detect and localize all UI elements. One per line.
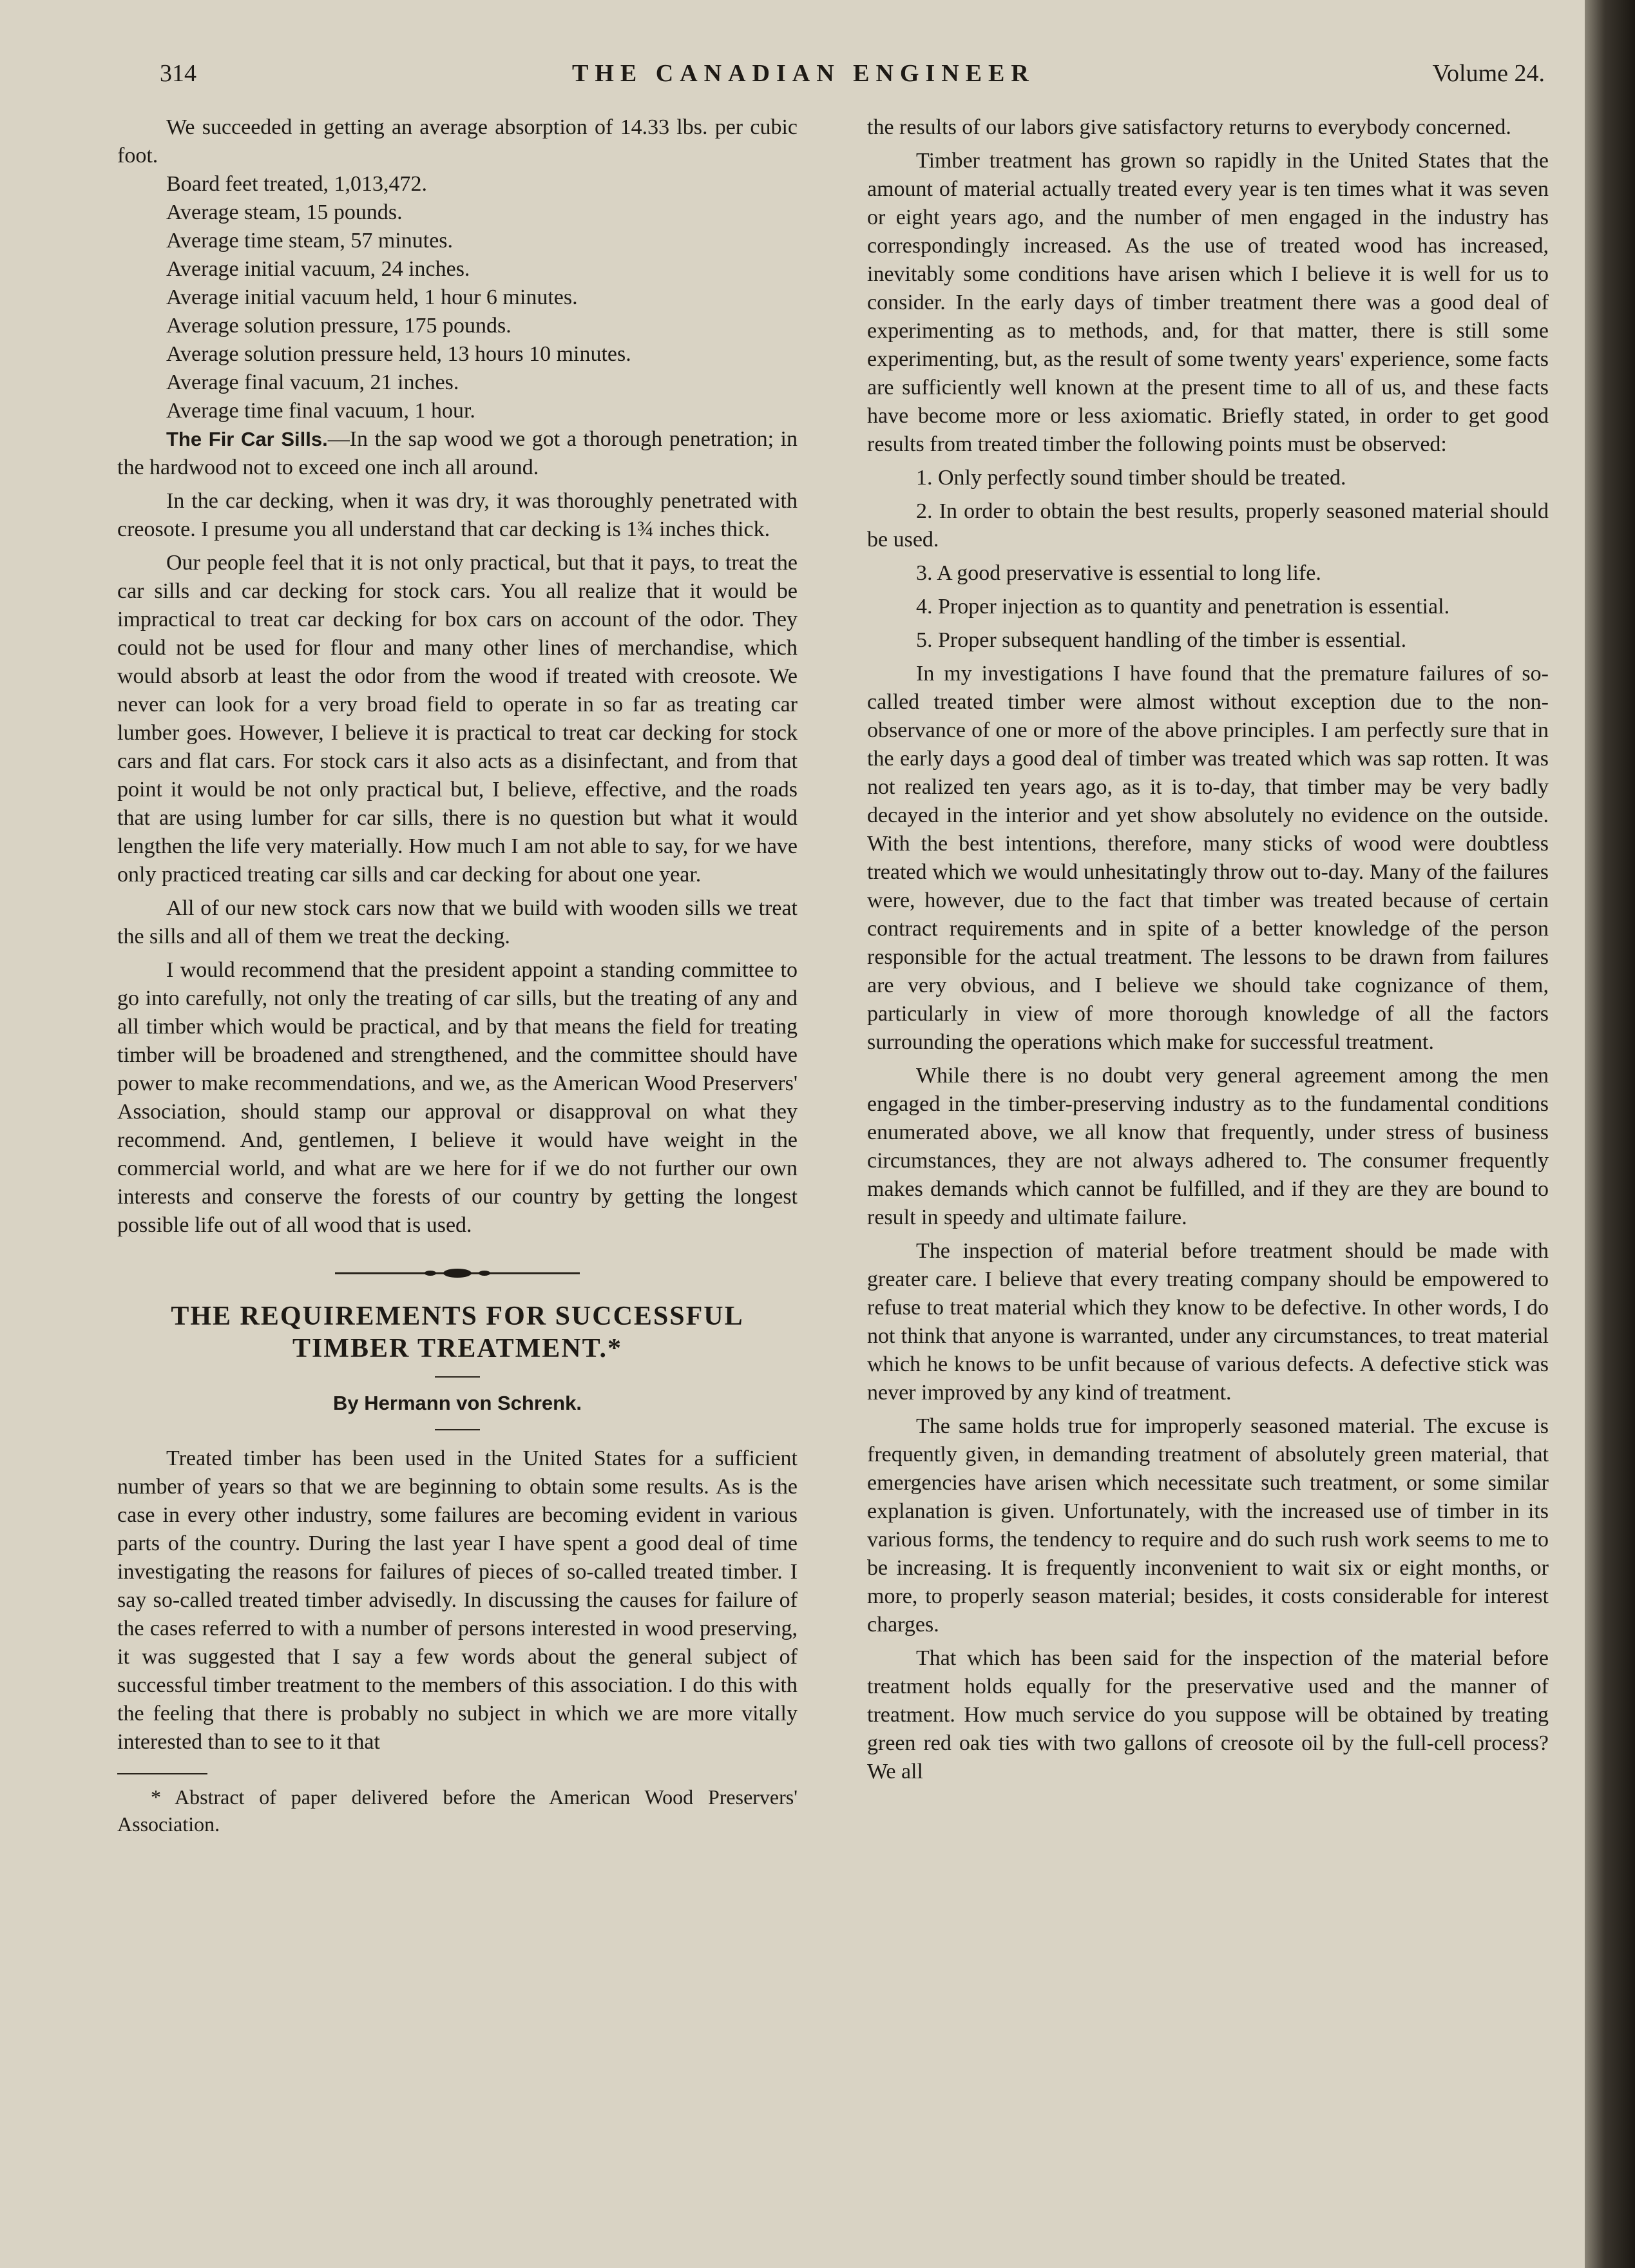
paragraph-fir-car-sills <box>117 425 798 482</box>
run-in-heading: The Fir Car Sills. <box>166 428 328 450</box>
stat-item: Average initial vacuum held, 1 hour 6 minutes. <box>166 285 578 309</box>
paragraph-car-decking: In the car decking, when it was dry, it was thoroughly penetrated with creosote. I presume you all understand that car decking is 1¾ inches thick. <box>117 489 798 541</box>
right-column <box>867 113 1549 1791</box>
volume-label: Volume 24. <box>1432 60 1545 87</box>
requirements-list <box>867 464 1549 655</box>
fir-text: —In the sap wood we got a thorough penetration; in the hardwood not to exceed one inch all around. <box>117 427 798 479</box>
paragraph-inspection: The inspection of material before treatment should be made with greater care. I believe that every treating company should be empowered to refuse to treat material which they know to be defective. In other words, I do not think that anyone is warranted, under any circumstances, to treat material which he knows to be unfit because of various defects. A defective stick was never improved by any kind of treatment. <box>867 1239 1549 1405</box>
paragraph-recommendation: I would recommend that the president appoint a standing committee to go into carefully, not only the treating of car sills, but the treating of any and all timber which would be practical, and by that means the field for treating timber will be broadened and strengthened, and the committee should have power to make recommendations, and we, as the American Wood Preservers' Association, should stamp our approval or disapproval on what they recommend. And, gentlemen, I believe it would have weight in the commercial world, and what are we here for if we do not further our own interests and conserve the forests of our country by getting the longest possible life out of all wood that is used. <box>117 958 798 1237</box>
stat-item: Average solution pressure, 175 pounds. <box>166 314 512 338</box>
ornament-divider-icon <box>335 1265 580 1281</box>
requirement-item: 5. Proper subsequent handling of the timber is essential. <box>916 628 1407 652</box>
paragraph-agreement: While there is no doubt very general agreement among the men engaged in the timber-preserving industry as to the fundamental conditions enumerated above, we all know that frequently, under stress of business circumstances, they are not always adhered to. The consumer frequently makes demands which cannot be fulfilled, and if they are they are bound to result in speedy and ultimate failure. <box>867 1064 1549 1229</box>
article-title-line-1: THE REQUIREMENTS FOR SUCCESSFUL <box>171 1302 744 1331</box>
paragraph-article-intro: Treated timber has been used in the United States for a sufficient number of years so that we are beginning to obtain some results. As is the case in every other industry, some failures are becoming evident in various parts of the country. During the last year I have spent a good deal of time investigating the reasons for failures of pieces of so-called treated timber. I say so-called treated timber advisedly. In discussing the causes for failure of the cases referred to with a number of persons interested in wood preserving, it was suggested that I say a few words about the general subject of successful timber treatment to the members of this association. I do this with the feeling that there is probably no subject in which we are more vitally interested than to see to it that <box>117 1446 798 1754</box>
page-edge-shadow <box>1585 0 1635 2268</box>
paragraph-investigations: In my investigations I have found that the premature failures of so-called treated timber were almost without exception due to the non-observance of one or more of the above principles. I am perfectly sure that in the early days a good deal of timber was treated which was sap rotten. It was not realized ten years ago, as it is to-day, that timber may be very badly decayed in the interior and yet show absolutely no evidence on the outside. With the best intentions, therefore, many sticks of wood were doubtless treated which we would unhesitatingly throw out to-day. Many of the failures were, however, due to the fact that timber was treated because of certain contract requirements and in spite of a better knowledge of the person responsible for the actual treatment. The lessons to be drawn from failures are very obvious, and I believe we should take cognizance of them, particularly in view of more thorough knowledge of all the factors surrounding the operations which make for successful treatment. <box>867 662 1549 1054</box>
stat-item: Average time steam, 57 minutes. <box>166 229 454 253</box>
stat-item: Average final vacuum, 21 inches. <box>166 370 459 394</box>
stat-item: Average initial vacuum, 24 inches. <box>166 257 470 281</box>
left-column <box>117 113 798 1838</box>
article-title-line-2: TIMBER TREATMENT.* <box>292 1334 623 1363</box>
paragraph-rapid-growth: Timber treatment has grown so rapidly in the United States that the amount of material actually treated every year is ten times what it was seven or eight years ago, and the number of men engaged in the industry has correspondingly increased. As the use of treated wood has increased, inevitably some conditions have arisen which I believe it is well for us to consider. In the early days of timber treatment there was a good deal of experimenting as to methods, and, for that matter, there is still some experimenting, but, as the result of some twenty years' experience, some facts are sufficiently well known at the present time to all of us, and these facts have become more or less axiomatic. Briefly stated, in order to get good results from treated timber the following points must be observed: <box>867 149 1549 456</box>
requirement-item: 2. In order to obtain the best results, properly seasoned material should be used. <box>867 499 1549 552</box>
stat-item: Board feet treated, 1,013,472. <box>166 172 428 196</box>
requirement-item: 4. Proper injection as to quantity and penetration is essential. <box>916 595 1450 619</box>
page-number: 314 <box>160 60 196 87</box>
paragraph-continuation: the results of our labors give satisfactory returns to everybody concerned. <box>867 115 1511 139</box>
paragraph-seasoned-material: The same holds true for improperly seasoned material. The excuse is frequently given, in demanding treatment of absolutely green material, that emergencies have arisen which necessitate such treatment, or some similar explanation is given. Unfortunately, with the increased use of timber in its various forms, the tendency to require and do such rush work seems to me to be increasing. It is frequently inconvenient to wait six or eight months, or more, to properly season material; besides, it costs considerable for interest charges. <box>867 1414 1549 1637</box>
byline: By Hermann von Schrenk. <box>333 1392 582 1414</box>
requirement-item: 3. A good preservative is essential to long life. <box>916 561 1321 585</box>
paragraph-practical: Our people feel that it is not only practical, but that it pays, to treat the car sills and car decking for stock cars. You all realize that it would be impractical to treat car decking for box cars on account of the odor. They could not be used for flour and many other lines of merchandise, which would absorb at least the odor from the wood if treated with creosote. We never can look for a very broad field to operate in so far as treating car lumber goes. However, I believe it is practical to treat car decking for stock cars and flat cars. For stock cars it also acts as a disinfectant, and from that point it would be not only practical but, I believe, effective, and the roads that are using lumber for car sills, there is no question but what it would lengthen the life very materially. How much I am not able to say, for we have only practiced treating car sills and car decking for about one year. <box>117 551 798 887</box>
article-title <box>117 1300 798 1365</box>
requirement-item: 1. Only perfectly sound timber should be treated. <box>916 466 1346 490</box>
stat-item: Average steam, 15 pounds. <box>166 200 403 224</box>
treatment-stats-list <box>117 170 798 425</box>
paragraph-absorption: We succeeded in getting an average absorption of 14.33 lbs. per cubic foot. <box>117 115 798 168</box>
stat-item: Average time final vacuum, 1 hour. <box>166 399 475 423</box>
short-rule <box>435 1376 480 1378</box>
paragraph-preservative: That which has been said for the inspection of the material before treatment holds equally for the preservative used and the manner of treatment. How much service do you suppose will be obtained by treating green red oak ties with two gallons of creosote oil by the full-cell process? We all <box>867 1646 1549 1783</box>
footnote-rule <box>117 1773 207 1774</box>
page-header <box>160 59 1545 98</box>
journal-title: THE CANADIAN ENGINEER <box>572 60 1035 87</box>
footnote: * Abstract of paper delivered before the American Wood Preservers' Association. <box>117 1785 798 1836</box>
short-rule <box>435 1429 480 1430</box>
stat-item: Average solution pressure held, 13 hours 10 minutes. <box>166 342 631 366</box>
paragraph-new-stock-cars: All of our new stock cars now that we build with wooden sills we treat the sills and all of them we treat the decking. <box>117 896 798 948</box>
